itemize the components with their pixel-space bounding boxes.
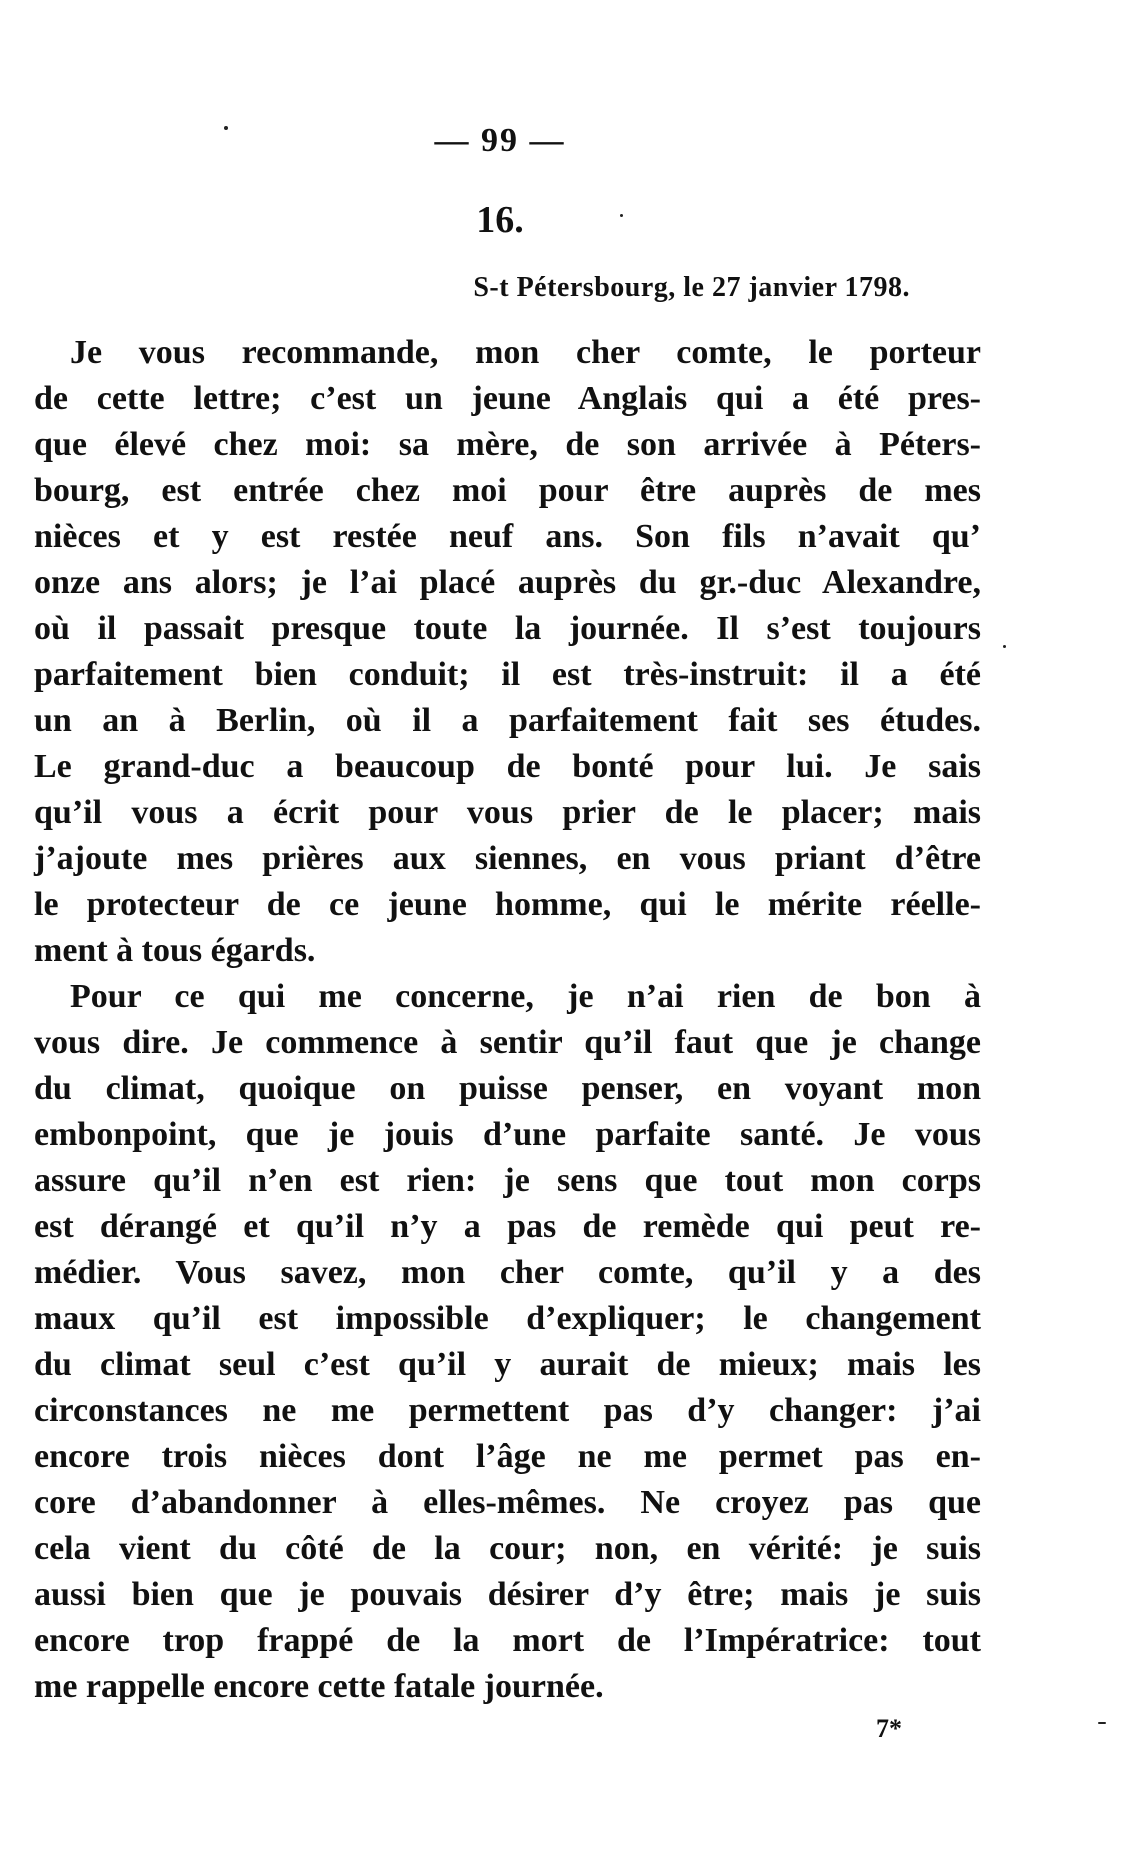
text-line: Le grand-duc a beaucoup de bonté pour lui. Je sais [34,748,981,785]
scan-speck [1003,645,1006,648]
letter-body [34,330,981,1710]
text-line: de cette lettre; c’est un jeune Anglais qui a été pres- [34,380,981,417]
text-line: médier. Vous savez, mon cher comte, qu’il y a des [34,1254,981,1291]
text-line: qu’il vous a écrit pour vous prier de le placer; mais [34,794,981,831]
text-line: onze ans alors; je l’ai placé auprès du gr.-duc Alexandre, [34,564,981,601]
scan-speck [224,126,228,130]
dateline: S-t Pétersbourg, le 27 janvier 1798. [473,272,910,303]
text-line: ment à tous égards. [34,932,316,969]
text-line: circonstances ne me permettent pas d’y changer: j’ai [34,1392,981,1429]
paragraph-2 [34,974,981,1710]
text-line: me rappelle encore cette fatale journée. [34,1668,604,1705]
text-line: maux qu’il est impossible d’expliquer; le changement [34,1300,981,1337]
text-line: assure qu’il n’en est rien: je sens que tout mon corps [34,1162,981,1199]
text-line: est dérangé et qu’il n’y a pas de remède qui peut re- [34,1208,981,1245]
text-line: bourg, est entrée chez moi pour être auprès de mes [34,472,981,509]
text-line: nièces et y est restée neuf ans. Son fils n’avait qu’ [34,518,981,555]
text-line: que élevé chez moi: sa mère, de son arrivée à Péters- [34,426,981,463]
text-line: embonpoint, que je jouis d’une parfaite santé. Je vous [34,1116,981,1153]
text-line: Pour ce qui me concerne, je n’ai rien de bon à [70,978,981,1015]
signature-mark: 7* [876,1714,902,1743]
text-line: Je vous recommande, mon cher comte, le porteur [70,334,981,371]
text-line: aussi bien que je pouvais désirer d’y être; mais je suis [34,1576,981,1613]
text-line: encore trois nièces dont l’âge ne me permet pas en- [34,1438,981,1475]
text-line: où il passait presque toute la journée. Il s’est toujours [34,610,981,647]
text-line: cela vient du côté de la cour; non, en vérité: je suis [34,1530,981,1567]
paragraph-1 [34,330,981,974]
scan-speck [620,214,623,217]
text-line: parfaitement bien conduit; il est très-instruit: il a été [34,656,981,693]
letter-number: 16. [476,199,524,241]
page-number: — 99 — [434,122,566,159]
text-line: du climat, quoique on puisse penser, en voyant mon [34,1070,981,1107]
scan-speck [1098,1722,1106,1724]
text-line: le protecteur de ce jeune homme, qui le mérite réelle- [34,886,981,923]
text-line: j’ajoute mes prières aux siennes, en vous priant d’être [34,840,981,877]
text-line: vous dire. Je commence à sentir qu’il faut que je change [34,1024,981,1061]
text-line: encore trop frappé de la mort de l’Impératrice: tout [34,1622,981,1659]
text-line: un an à Berlin, où il a parfaitement fait ses études. [34,702,981,739]
text-line: du climat seul c’est qu’il y aurait de mieux; mais les [34,1346,981,1383]
text-line: core d’abandonner à elles-mêmes. Ne croyez pas que [34,1484,981,1521]
